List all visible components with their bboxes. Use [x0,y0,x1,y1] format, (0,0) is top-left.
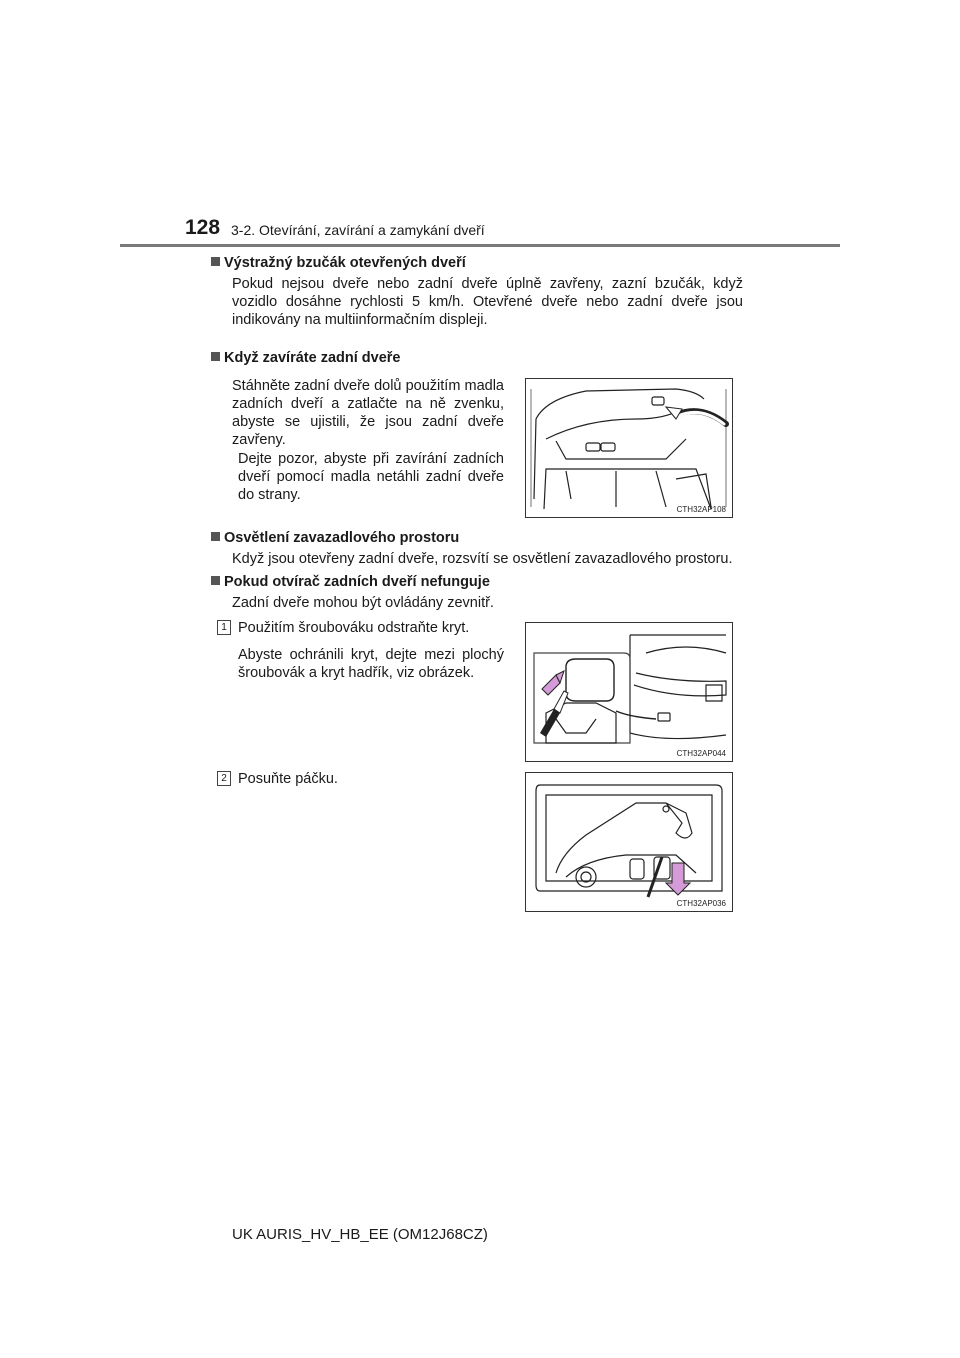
figure-back-door-handle [525,378,733,518]
figure-move-lever [525,772,733,912]
page-number: 128 [185,216,221,239]
step-number-2: 2 [217,771,231,786]
section-bullet-icon [211,352,220,361]
section-title-opener-fails: Pokud otvírač zadních dveří nefunguje [211,574,490,590]
figure-code: CTH32AP044 [676,749,726,758]
back-door-illustration [526,379,732,517]
section-bullet-icon [211,576,220,585]
step-1-text: Použitím šroubováku odstraňte kryt. [238,620,470,636]
header-rule [120,244,840,247]
figure-code: CTH32AP108 [676,505,726,514]
section-title-closing-back-door: Když zavíráte zadní dveře [211,350,401,366]
lever-illustration [526,773,732,911]
step-number-1: 1 [217,620,231,635]
section-bullet-icon [211,532,220,541]
section-body-luggage-light: Když jsou otevřeny zadní dveře, rozsvítí se osvětlení zavazadlového prostoru. [232,551,733,567]
section-bullet-icon [211,257,220,266]
screwdriver-cover-illustration [526,623,732,761]
step-1-note: Abyste ochránili kryt, dejte mezi plochý šroubovák a kryt hadřík, viz obrázek. [238,647,504,681]
section-title-door-buzzer: Výstražný bzučák otevřených dveří [211,255,466,271]
section-body-door-buzzer: Pokud nejsou dveře nebo zadní dveře úplně zavřeny, zazní bzučák, když vozidlo dosáhne rychlosti 5 km/h. Otevřené dveře nebo zadní dveře jsou indikovány na multiinformačním displeji. [232,276,743,328]
figure-remove-cover [525,622,733,762]
footer-model-code: UK AURIS_HV_HB_EE (OM12J68CZ) [232,1226,488,1243]
closing-back-door-note: Dejte pozor, abyste při zavírání zadních dveří pomocí madla netáhli zadní dveře do strany. [238,451,504,503]
section-body-opener-fails: Zadní dveře mohou být ovládány zevnitř. [232,595,494,611]
figure-code: CTH32AP036 [676,899,726,908]
chapter-title: 3-2. Otevírání, zavírání a zamykání dveří [231,222,485,238]
section-title-luggage-light: Osvětlení zavazadlového prostoru [211,530,459,546]
step-2-text: Posuňte páčku. [238,771,338,787]
section-body-closing-back-door: Stáhněte zadní dveře dolů použitím madla zadních dveří a zatlačte na ně zvenku, abyste se ujistili, že jsou zadní dveře zavřeny. [232,378,504,448]
